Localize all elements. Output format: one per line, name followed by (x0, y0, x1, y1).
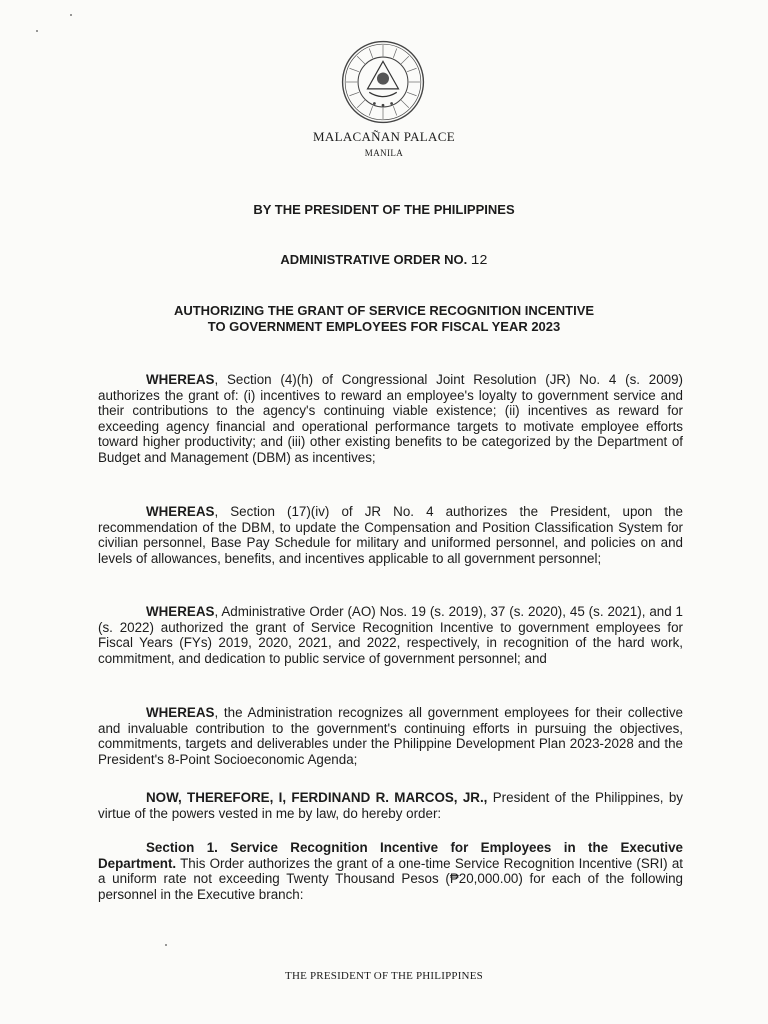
palace-name: MALACAÑAN PALACE (313, 129, 455, 144)
whereas-paragraph-1 (98, 372, 683, 466)
paragraph-text: , Section (17)(iv) of JR No. 4 authorizes the President, upon the recommendation of the DBM, to update the Compensation and Position Classification System for civilian personnel, Base Pay Schedule for military and uniformed personnel, and policies on and levels of allowances, benefits, and incentives applicable to all government personnel; (98, 504, 683, 566)
city-name: MANILA (364, 148, 404, 158)
paragraph-text: , Section (4)(h) of Congressional Joint Resolution (JR) No. 4 (s. 2009) authorizes the grant of: (i) incentives to reward an employee's loyalty to government service and their contributions to the agency's continuing viable existence; (ii) incentives as reward for exceeding agency financial and operational performance targets to motivate employee efforts toward higher productivity; and (iii) other existing benefits to be categorized by the Department of Budget and Management (DBM) as incentives; (98, 372, 683, 465)
now-therefore-paragraph (98, 790, 683, 821)
paragraph-label: WHEREAS (146, 705, 215, 720)
order-label: ADMINISTRATIVE ORDER NO. (280, 252, 468, 267)
paragraph-text: , the Administration recognizes all government employees for their collective and invaluable contribution to the government's continuing efforts in pursuing the objectives, commitments, targets and deliverables under the Philippine Development Plan 2023-2028 and the President's 8-Point Socioeconomic Agenda; (98, 705, 683, 767)
paragraph-label: WHEREAS (146, 504, 215, 519)
whereas-paragraph-2 (98, 504, 683, 566)
paragraph-label: WHEREAS (146, 604, 215, 619)
paragraph-text: , Administrative Order (AO) Nos. 19 (s. 2019), 37 (s. 2020), 45 (s. 2021), and 1 (s. 2022) authorized the grant of Service Recognition Incentive to government employees for Fiscal Years (FYs) 2019, 2020, 2021, and 2022, respectively, in recognition of the hard work, commitment, and dedication to public service of government personnel; and (98, 604, 683, 666)
order-number: 12 (470, 253, 488, 269)
whereas-paragraph-3 (98, 604, 683, 666)
title-line-1: AUTHORIZING THE GRANT OF SERVICE RECOGNITION INCENTIVE (173, 303, 595, 318)
scan-speck (36, 30, 38, 32)
paragraph-text: President of the Philippines, by virtue of the powers vested in me by law, do hereby order: (98, 790, 683, 821)
title-line-2: TO GOVERNMENT EMPLOYEES FOR FISCAL YEAR 2023 (207, 319, 561, 334)
scan-speck (165, 944, 167, 946)
footer-signature-line: THE PRESIDENT OF THE PHILIPPINES (285, 970, 483, 982)
order-title (0, 303, 768, 335)
whereas-paragraph-4 (98, 705, 683, 767)
by-president-heading: BY THE PRESIDENT OF THE PHILIPPINES (253, 202, 515, 217)
paragraph-text: This Order authorizes the grant of a one-time Service Recognition Incentive (SRI) at a uniform rate not exceeding Twenty Thousand Pesos (₱20,000.00) for each of the following personnel in the Executive branch: (98, 855, 683, 902)
section-heading: Section 1. Service Recognition Incentive for Employees in the Executive Department. (98, 840, 683, 871)
paragraph-label: NOW, THEREFORE, I, FERDINAND R. MARCOS, JR., (146, 790, 488, 805)
scan-speck (70, 14, 72, 16)
section-1-paragraph (98, 840, 683, 902)
paragraph-label: WHEREAS (146, 372, 215, 387)
order-heading (0, 252, 768, 269)
presidential-seal-icon (340, 39, 426, 125)
